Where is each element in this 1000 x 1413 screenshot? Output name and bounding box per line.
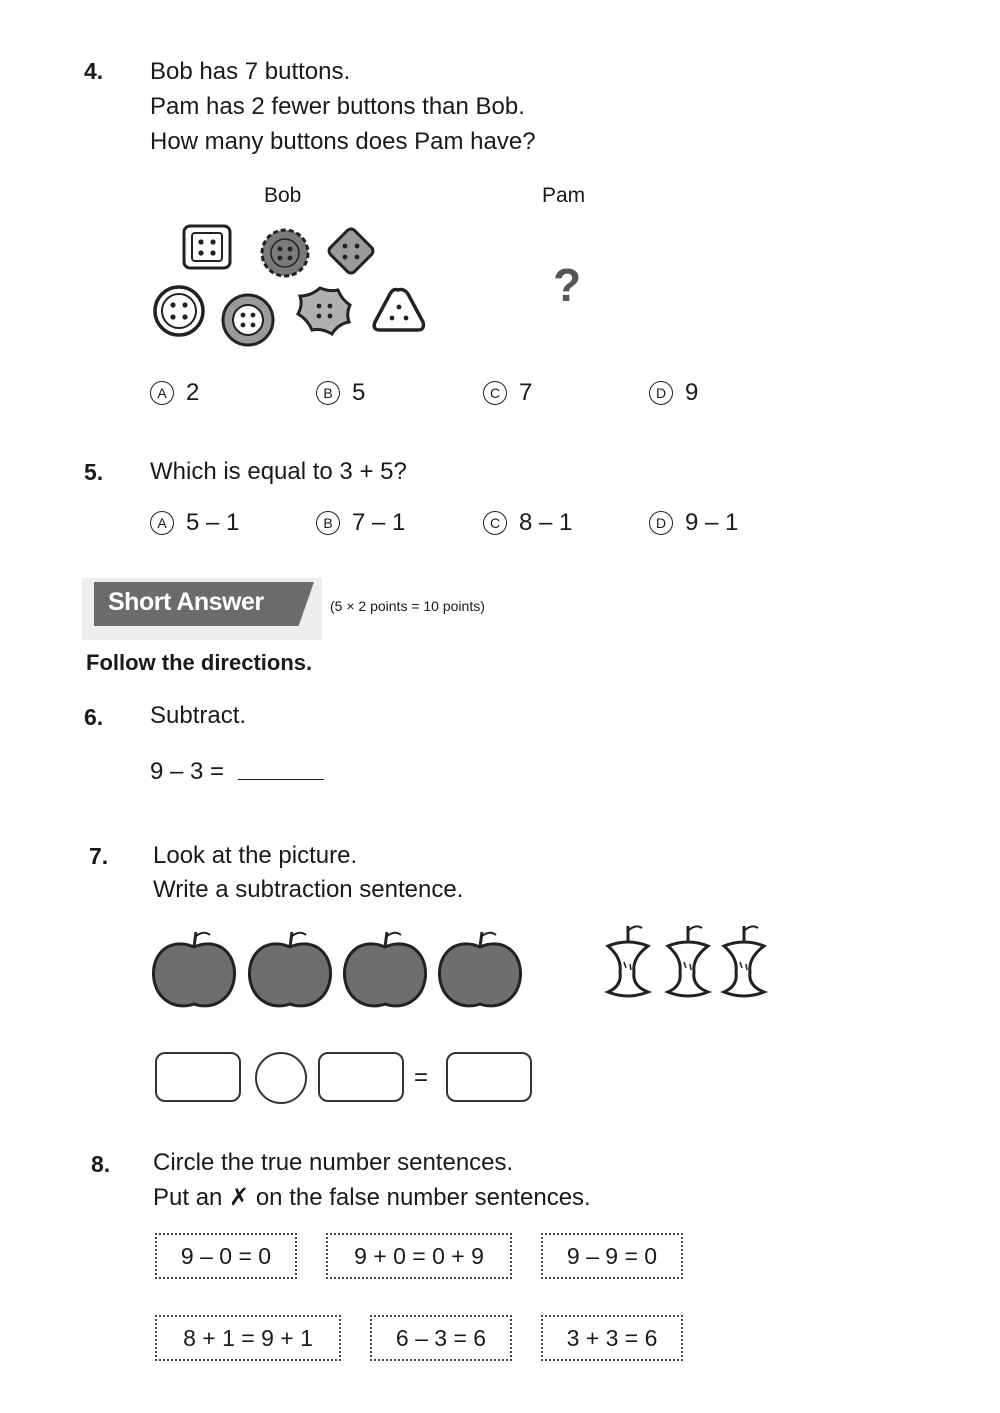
answer-box-first-number[interactable] <box>155 1052 241 1102</box>
q4-option-a-text: 2 <box>186 379 200 406</box>
question-4-line-2: Pam has 2 fewer buttons than Bob. <box>150 93 525 120</box>
question-4-number: 4. <box>84 58 104 84</box>
question-8-line-2: Put an ✗ on the false number sentences. <box>153 1184 591 1211</box>
number-sentence-2[interactable]: 9 + 0 = 0 + 9 <box>326 1233 512 1279</box>
option-letter-a: A <box>150 511 174 535</box>
question-6-text: Subtract. <box>150 702 247 729</box>
option-letter-d: D <box>649 511 673 535</box>
number-sentence-5[interactable]: 6 – 3 = 6 <box>370 1315 512 1361</box>
question-5-text: Which is equal to 3 + 5? <box>150 458 407 485</box>
question-4-line-1: Bob has 7 buttons. <box>150 58 351 85</box>
option-letter-b: B <box>316 511 340 535</box>
question-4-line-3: How many buttons does Pam have? <box>150 128 536 155</box>
question-8-number: 8. <box>91 1151 111 1177</box>
q5-option-a-text: 5 – 1 <box>186 509 240 536</box>
question-6-number: 6. <box>84 704 104 730</box>
option-letter-c: C <box>483 381 507 405</box>
q5-option-b-text: 7 – 1 <box>352 509 406 536</box>
option-letter-b: B <box>316 381 340 405</box>
apple-core-icon <box>668 926 708 996</box>
question-7-line-2: Write a subtraction sentence. <box>153 876 464 903</box>
apple-icon <box>439 932 520 1006</box>
apple-icon <box>344 932 425 1006</box>
answer-box-second-number[interactable] <box>318 1052 404 1102</box>
apple-icon <box>153 932 234 1006</box>
number-sentence-4[interactable]: 8 + 1 = 9 + 1 <box>155 1315 341 1361</box>
section-directions: Follow the directions. <box>86 650 313 675</box>
section-title: Short Answer <box>108 588 264 616</box>
answer-operator-circle[interactable] <box>255 1052 307 1104</box>
option-letter-d: D <box>649 381 673 405</box>
q5-option-d-text: 9 – 1 <box>685 509 739 536</box>
q5-option-c-text: 8 – 1 <box>519 509 573 536</box>
bob-label: Bob <box>264 184 302 207</box>
q4-option-c-text: 7 <box>519 379 533 406</box>
apple-core-icon <box>724 926 764 996</box>
pam-label: Pam <box>542 184 586 207</box>
question-8-line-1: Circle the true number sentences. <box>153 1149 514 1176</box>
apple-core-icon <box>608 926 648 996</box>
answer-box-result[interactable] <box>446 1052 532 1102</box>
option-letter-a: A <box>150 381 174 405</box>
number-sentence-1[interactable]: 9 – 0 = 0 <box>155 1233 297 1279</box>
section-points: (5 × 2 points = 10 points) <box>330 598 485 614</box>
equals-sign: = <box>414 1064 429 1091</box>
question-7-line-1: Look at the picture. <box>153 842 358 869</box>
apple-icon <box>249 932 330 1006</box>
number-sentence-3[interactable]: 9 – 9 = 0 <box>541 1233 683 1279</box>
q4-option-b-text: 5 <box>352 379 366 406</box>
question-6-equation: 9 – 3 = <box>150 758 225 785</box>
question-7-number: 7. <box>89 843 109 869</box>
q4-option-d-text: 9 <box>685 379 699 406</box>
option-letter-c: C <box>483 511 507 535</box>
number-sentence-6[interactable]: 3 + 3 = 6 <box>541 1315 683 1361</box>
pam-unknown-question-mark: ? <box>553 259 582 311</box>
question-5-number: 5. <box>84 459 104 485</box>
